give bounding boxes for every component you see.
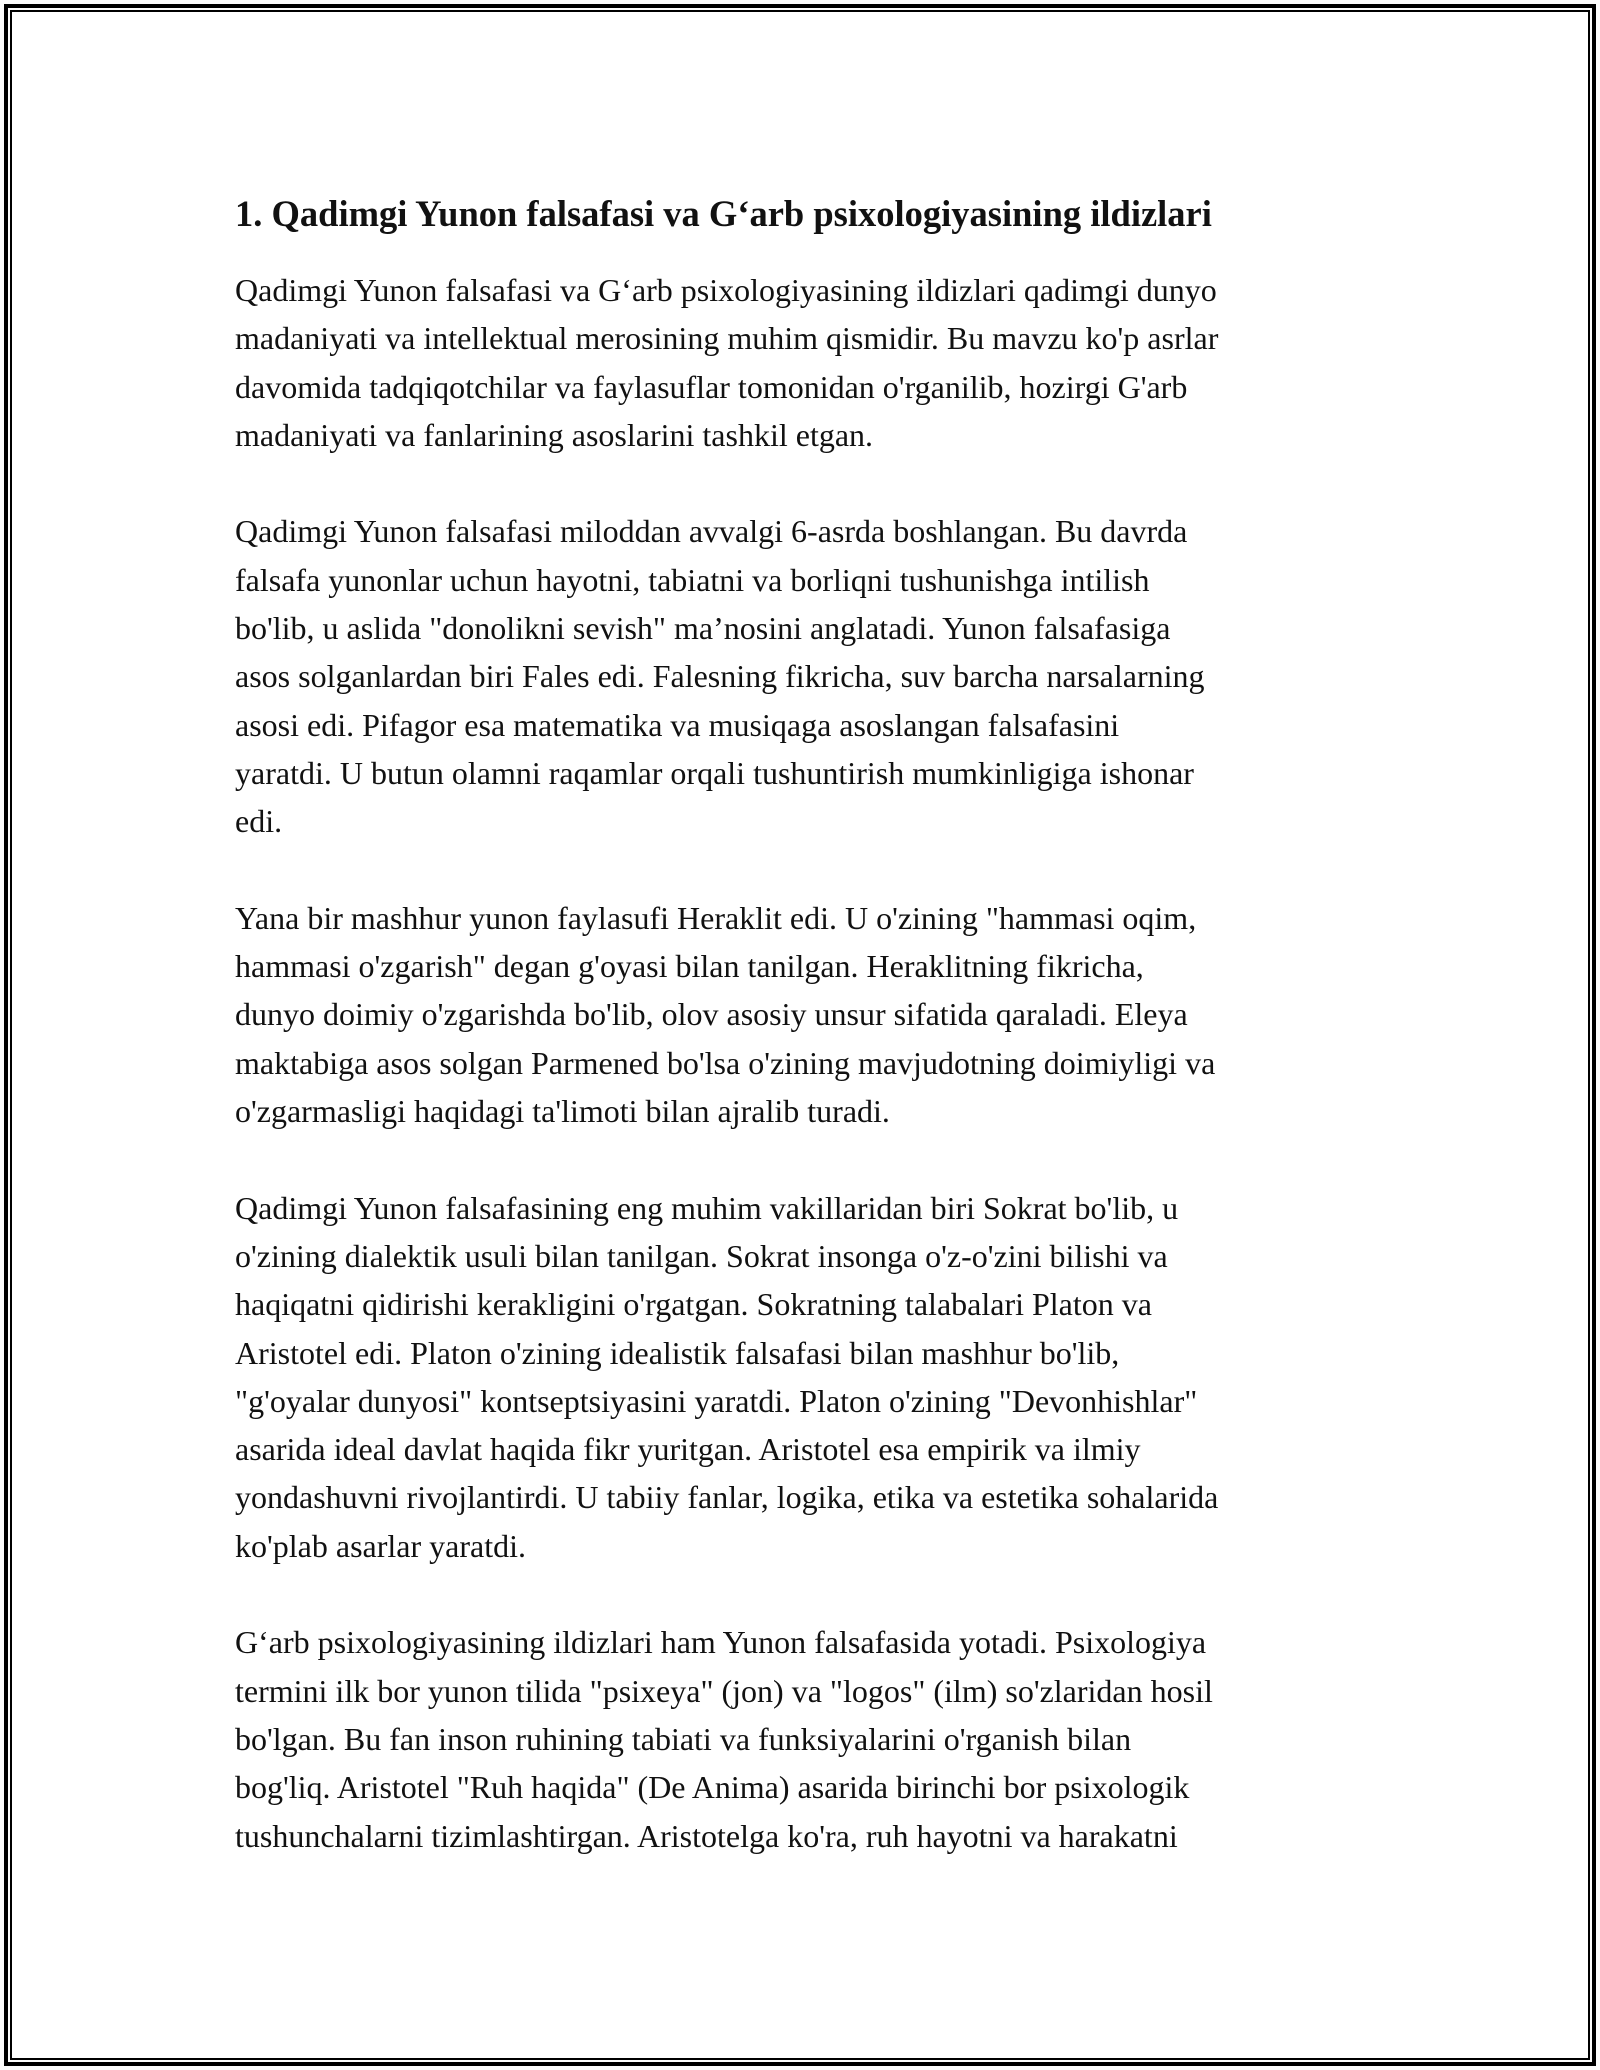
paragraph-2: [235, 507, 1375, 845]
text-line: yaratdi. U butun olamni raqamlar orqali tushuntirish mumkinligiga ishonar: [235, 754, 1194, 791]
text-line: bog'liq. Aristotel "Ruh haqida" (De Anima) asarida birinchi bor psixologik: [235, 1769, 1190, 1806]
text-line: falsafa yunonlar uchun hayotni, tabiatni va borliqni tushunishga intilish: [235, 561, 1150, 598]
text-line: G‘arb psixologiyasining ildizlari ham Yunon falsafasida yotadi. Psixologiya: [235, 1624, 1207, 1661]
text-line: asarida ideal davlat haqida fikr yuritgan. Aristotel esa empirik va ilmiy: [235, 1431, 1141, 1468]
paragraph-5: [235, 1618, 1375, 1859]
text-line: asosi edi. Pifagor esa matematika va musiqaga asoslangan falsafasini: [235, 706, 1120, 743]
document-body: [235, 188, 1375, 1860]
text-line: Qadimgi Yunon falsafasi miloddan avvalgi 6-asrda boshlangan. Bu davrda: [235, 513, 1188, 550]
text-line: Qadimgi Yunon falsafasi va G‘arb psixologiyasining ildizlari qadimgi dunyo: [235, 272, 1217, 308]
text-line: bo'lgan. Bu fan inson ruhining tabiati va funksiyalarini o'rganish bilan: [235, 1720, 1132, 1757]
paragraph-4: [235, 1184, 1375, 1570]
text-line: o'zgarmasligi haqidagi ta'limoti bilan ajralib turadi.: [235, 1093, 890, 1130]
text-line: haqiqatni qidirishi kerakligini o'rgatgan. Sokratning talabalari Platon va: [235, 1286, 1152, 1323]
text-line: Aristotel edi. Platon o'zining idealistik falsafasi bilan mashhur bo'lib,: [235, 1334, 1120, 1371]
text-line: Qadimgi Yunon falsafasining eng muhim vakillaridan biri Sokrat bo'lib, u: [235, 1189, 1179, 1226]
text-line: madaniyati va intellektual merosining muhim qismidir. Bu mavzu ko'p asrlar: [235, 320, 1219, 357]
text-line: maktabiga asos solgan Parmened bo'lsa o'zining mavjudotning doimiyligi va: [235, 1044, 1216, 1081]
text-line: asos solganlardan biri Fales edi. Falesning fikricha, suv barcha narsalarning: [235, 658, 1205, 695]
paragraph-1: [235, 266, 1375, 459]
text-line: termini ilk bor yunon tilida "psixeya" (jon) va "logos" (ilm) so'zlaridan hosil: [235, 1672, 1213, 1709]
text-line: hammasi o'zgarish" degan g'oyasi bilan tanilgan. Heraklitning fikricha,: [235, 948, 1144, 985]
text-line: o'zining dialektik usuli bilan tanilgan. Sokrat insonga o'z-o'zini bilishi va: [235, 1237, 1168, 1274]
text-line: madaniyati va fanlarining asoslarini tashkil etgan.: [235, 416, 874, 453]
text-line: tushunchalarni tizimlashtirgan. Aristotelga ko'ra, ruh hayotni va harakatni: [235, 1817, 1178, 1854]
section-heading: 1. Qadimgi Yunon falsafasi va G‘arb psixologiyasining ildizlari: [235, 193, 1212, 234]
text-line: yondashuvni rivojlantirdi. U tabiiy fanlar, logika, etika va estetika sohalarida: [235, 1479, 1219, 1516]
text-line: ko'plab asarlar yaratdi.: [235, 1527, 526, 1564]
text-line: "g'oyalar dunyosi" kontseptsiyasini yaratdi. Platon o'zining "Devonhishlar": [235, 1382, 1198, 1419]
paragraph-3: [235, 894, 1375, 1135]
text-line: dunyo doimiy o'zgarishda bo'lib, olov asosiy unsur sifatida qaraladi. Eleya: [235, 996, 1188, 1033]
text-line: bo'lib, u aslida "donolikni sevish" ma’nosini anglatadi. Yunon falsafasiga: [235, 610, 1171, 647]
text-line: edi.: [235, 803, 283, 840]
text-line: Yana bir mashhur yunon faylasufi Heraklit edi. U o'zining "hammasi oqim,: [235, 899, 1197, 936]
text-line: davomida tadqiqotchilar va faylasuflar tomonidan o'rganilib, hozirgi G'arb: [235, 368, 1188, 405]
